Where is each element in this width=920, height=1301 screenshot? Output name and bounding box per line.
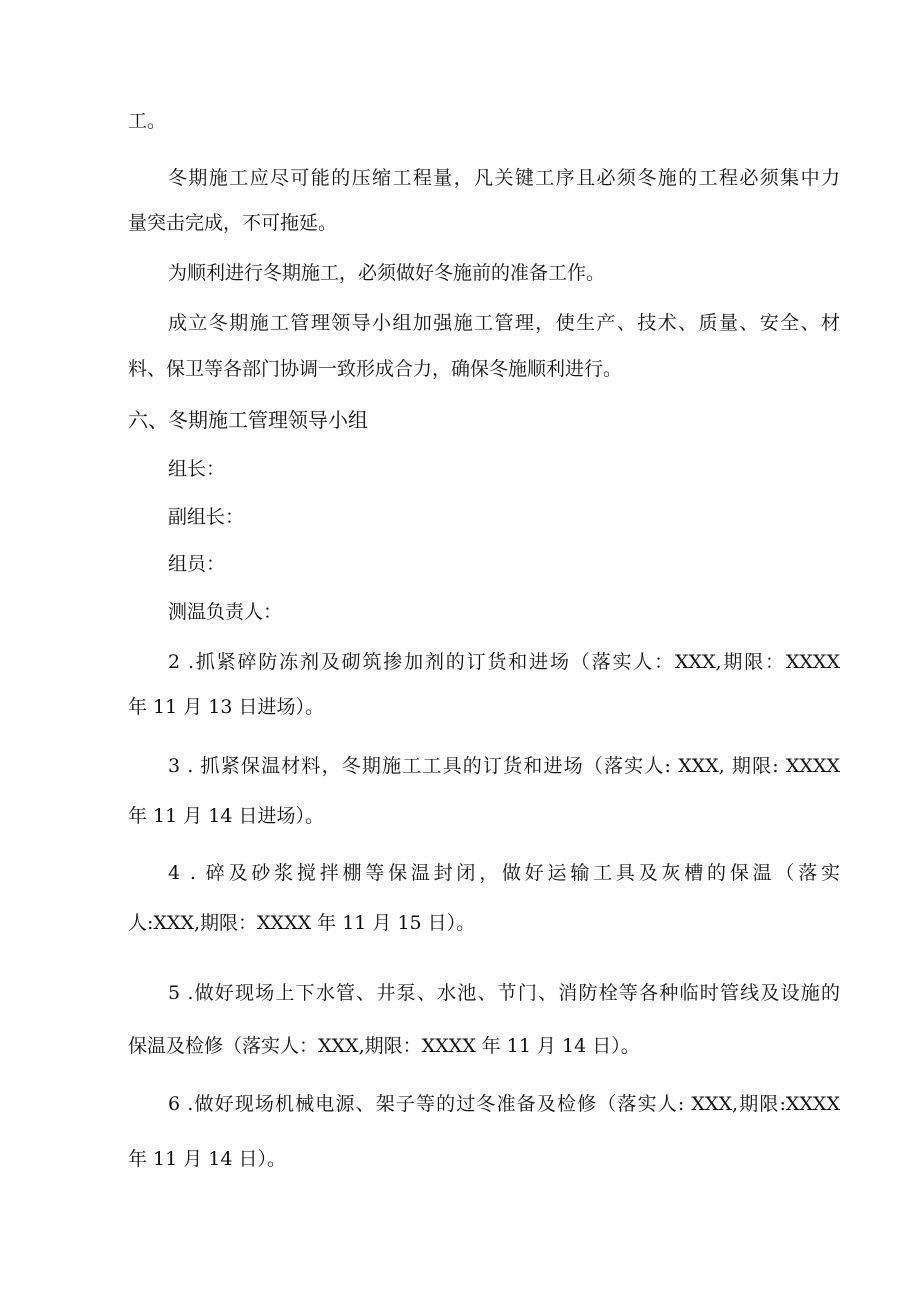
text-line: 测温负责人： bbox=[168, 601, 283, 623]
text-line: 量突击完成，不可拖延。 bbox=[128, 212, 338, 234]
text-line: 副组长： bbox=[168, 506, 245, 528]
section-heading: 六、冬期施工管理领导小组 bbox=[128, 408, 368, 432]
text-line: 2 .抓紧碎防冻剂及砌筑掺加剂的订货和进场（落实人：XXX,期限：XXXX bbox=[168, 651, 840, 673]
text-line: 组员： bbox=[168, 553, 226, 575]
text-line: 年 11 月 14 日进场）。 bbox=[128, 805, 325, 827]
text-line: 保温及检修（落实人：XXX,期限：XXXX 年 11 月 14 日）。 bbox=[128, 1035, 640, 1057]
text-line: 5 .做好现场上下水管、井泵、水池、节门、消防栓等各种临时管线及设施的 bbox=[168, 982, 840, 1004]
text-line: 6 .做好现场机械电源、架子等的过冬准备及检修（落实人: XXX,期限:XXXX bbox=[168, 1093, 840, 1115]
text-line: 4 . 碎及砂浆搅拌棚等保温封闭，做好运输工具及灰槽的保温（落实 bbox=[168, 862, 840, 884]
text-line: 年 11 月 13 日进场）。 bbox=[128, 696, 325, 718]
text-line: 成立冬期施工管理领导小组加强施工管理，使生产、技术、质量、安全、材 bbox=[168, 312, 840, 334]
text-line: 冬期施工应尽可能的压缩工程量，凡关键工序且必须冬施的工程必须集中力 bbox=[168, 167, 840, 189]
text-line: 3 . 抓紧保温材料，冬期施工工具的订货和进场（落实人: XXX, 期限: XXXX bbox=[168, 755, 840, 777]
text-line: 料、保卫等各部门协调一致形成合力，确保冬施顺利进行。 bbox=[128, 358, 623, 380]
text-line: 组长： bbox=[168, 458, 226, 480]
text-line: 为顺利进行冬期施工，必须做好冬施前的准备工作。 bbox=[168, 262, 606, 284]
text-line: 工。 bbox=[128, 110, 167, 132]
text-line: 人:XXX,期限：XXXX 年 11 月 15 日）。 bbox=[128, 912, 476, 934]
text-line: 年 11 月 14 日）。 bbox=[128, 1148, 287, 1170]
